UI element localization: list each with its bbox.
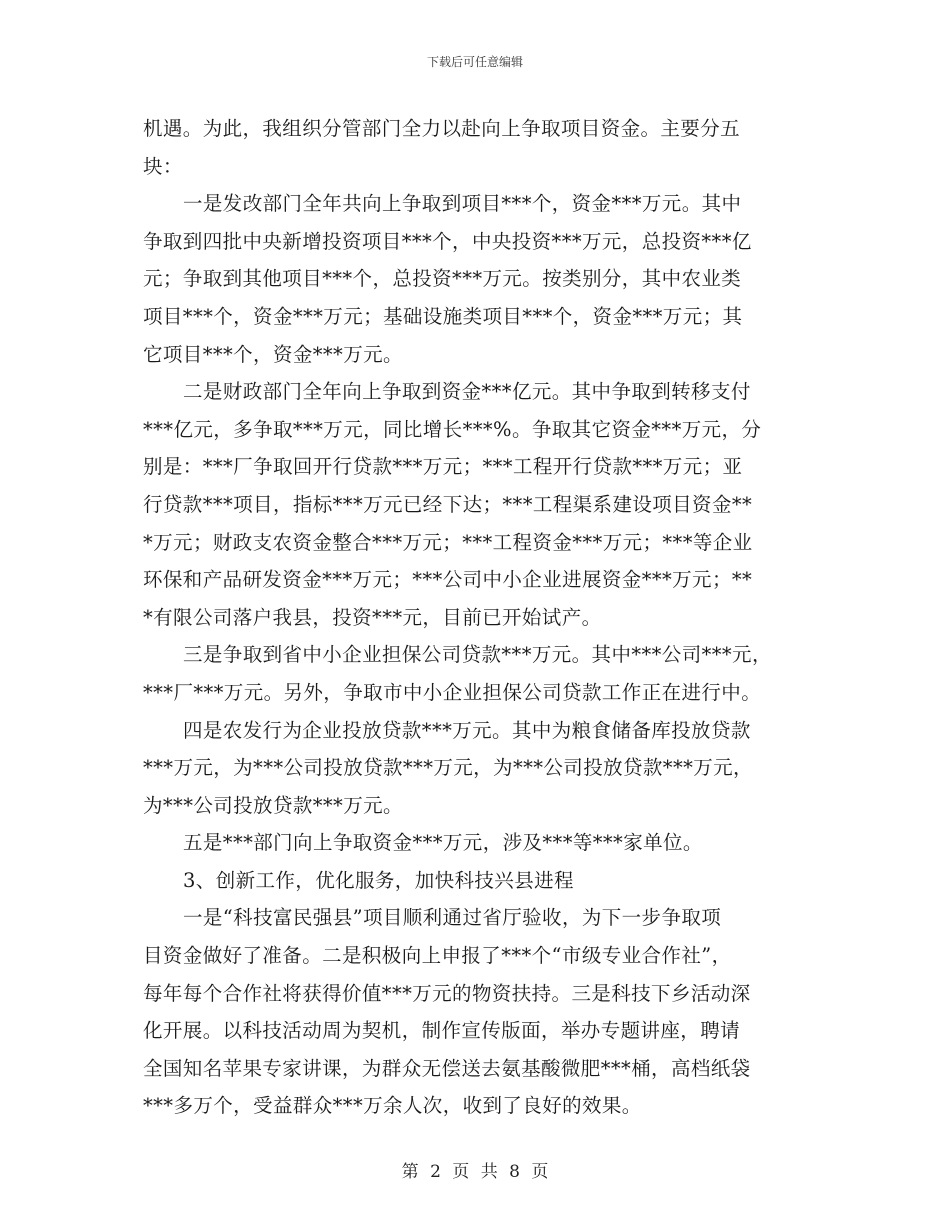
- text-line: ***亿元，多争取***万元，同比增长***%。争取其它资金***万元，分: [143, 417, 762, 441]
- text-line: 为***公司投放贷款***万元。: [143, 793, 403, 817]
- text-line: 行贷款***项目，指标***万元已经下达；***工程渠系建设项目资金**: [143, 492, 753, 516]
- text-line: 全国知名苹果专家讲课，为群众无偿送去氨基酸微肥***桶，高档纸袋: [143, 1056, 751, 1080]
- text-line: 目资金做好了准备。二是积极向上申报了***个“市级专业合作社”，: [143, 944, 732, 968]
- page-footer: 第 2 页 共 8 页: [401, 1162, 549, 1182]
- text-line: *万元；财政支农资金整合***万元；***工程资金***万元；***等企业: [143, 530, 753, 554]
- text-line: 四是农发行为企业投放贷款***万元。其中为粮食储备库投放贷款: [183, 718, 751, 742]
- text-line: 它项目***个，资金***万元。: [143, 342, 403, 366]
- text-line: 一是“科技富民强县”项目顺利通过省厅验收，为下一步争取项: [183, 906, 722, 930]
- text-line: 争取到四批中央新增投资项目***个，中央投资***万元，总投资***亿: [143, 229, 752, 253]
- page-header: 下载后可任意编辑: [426, 55, 523, 69]
- text-line: 3、创新工作，优化服务，加快科技兴县进程: [183, 868, 574, 892]
- text-line: 块：: [143, 154, 183, 178]
- text-line: 一是发改部门全年共向上争取到项目***个，资金***万元。其中: [183, 192, 742, 216]
- document-body: [143, 110, 815, 1125]
- text-line: 二是财政部门全年向上争取到资金***亿元。其中争取到转移支付: [183, 380, 751, 404]
- text-line: 别是：***厂争取回开行贷款***万元；***工程开行贷款***万元；亚: [143, 455, 743, 479]
- text-line: ***多万个，受益群众***万余人次，收到了良好的效果。: [143, 1094, 642, 1118]
- text-line: *有限公司落户我县，投资***元，目前已开始试产。: [143, 605, 602, 629]
- text-line: 机遇。为此，我组织分管部门全力以赴向上争取项目资金。主要分五: [143, 117, 741, 140]
- text-line: 元；争取到其他项目***个，总投资***万元。按类别分，其中农业类: [143, 267, 742, 291]
- text-line: 五是***部门向上争取资金***万元，涉及***等***家单位。: [183, 831, 703, 855]
- text-line: 三是争取到省中小企业担保公司贷款***万元。其中***公司***元，: [183, 643, 772, 667]
- text-line: ***厂***万元。另外，争取市中小企业担保公司贷款工作正在进行中。: [143, 680, 762, 704]
- text-line: ***万元，为***公司投放贷款***万元，为***公司投放贷款***万元，: [143, 756, 753, 780]
- text-line: 每年每个合作社将获得价值***万元的物资扶持。三是科技下乡活动深: [143, 981, 751, 1005]
- text-line: 环保和产品研发资金***万元；***公司中小企业进展资金***万元；**: [143, 568, 753, 592]
- text-line: 项目***个，资金***万元；基础设施类项目***个，资金***万元；其: [143, 304, 743, 328]
- text-line: 化开展。以科技活动周为契机，制作宣传版面，举办专题讲座，聘请: [143, 1019, 741, 1043]
